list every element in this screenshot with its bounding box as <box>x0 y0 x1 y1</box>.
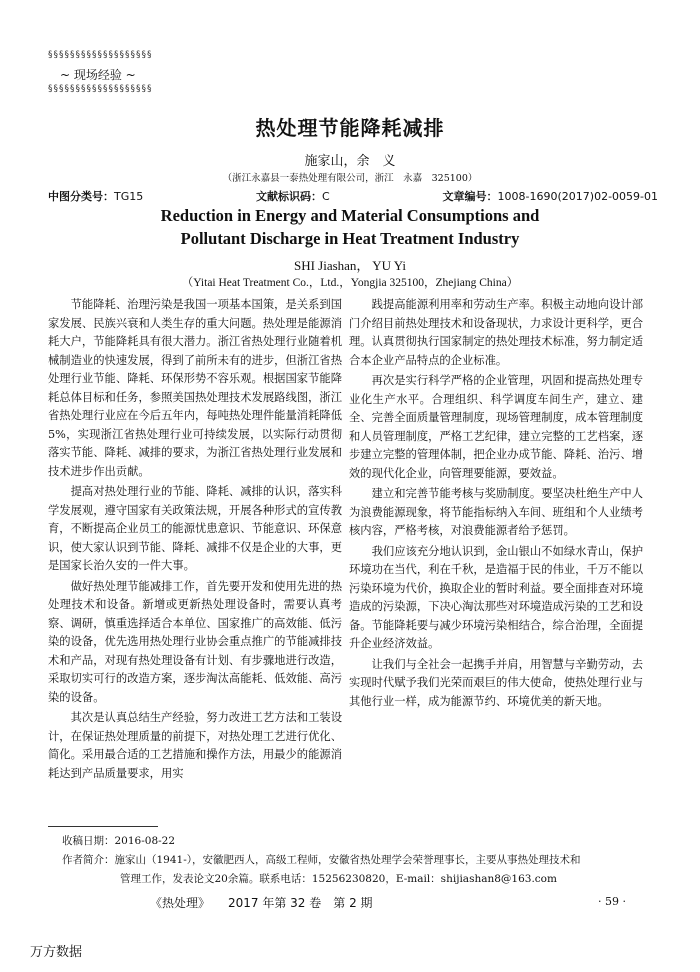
article-meta <box>48 188 658 204</box>
paragraph: 做好热处理节能减排工作，首先要开发和使用先进的热处理技术和设备。新增或更新热处理设备时，需要认真考察、调研，慎重选择适合本单位、国家推广的高效能、低污染的设备，优先选用热处理行业协会重点推广的节能减排技术和产品，对现有热处理设备有计划、有步骤地进行改造，采取切实可行的改造方案，逐步淘汰高能耗、低效能、高污染的设备。 <box>48 579 342 704</box>
ornament-bottom: §§§§§§§§§§§§§§§§§§§ <box>48 84 153 94</box>
author-bio: 作者简介：施家山（1941-），安徽肥西人，高级工程师，安徽省热处理学会荣誉理事长，主要从事热处理技术和 <box>62 854 581 866</box>
article-id: 文章编号：1008-1690(2017)02-0059-01 <box>442 190 658 203</box>
page-number: · 59 · <box>598 895 626 908</box>
paragraph: 让我们与全社会一起携手并肩，用智慧与辛勤劳动，去实现时代赋予我们光荣而艰巨的伟大使命，使热处理行业与其他行业一样，成为能源节约、环境优美的新天地。 <box>349 657 643 708</box>
affiliation: （浙江永嘉县一泰热处理有限公司，浙江 永嘉 325100） <box>222 173 478 184</box>
body-column-left <box>48 296 342 785</box>
paragraph: 节能降耗、治理污染是我国一项基本国策，是关系到国家发展、民族兴衰和人类生存的重大问题。热处理是能源消耗大户，节能降耗具有很大潜力。浙江省热处理行业随着机械制造业的快速发展，得到了前所未有的进步，但浙江省热处理行业节能、降耗、环保形势不容乐观。根据国家节能降耗总体目标和任务，参照美国热处理技术发展路线图，浙江省热处理行业应在今后五年内，每吨热处理件能量消耗降低5%，实现浙江省热处理行业可持续发展，以实际行动贯彻落实节能、降耗、减排的要求，为浙江省热处理行业发展和技术进步作出贡献。 <box>48 298 342 478</box>
document-code: 文献标识码：C <box>256 190 330 203</box>
english-affiliation: （Yitai Heat Treatment Co.，Ltd.，Yongjia 325100，Zhejiang China） <box>181 277 519 289</box>
paragraph: 其次是认真总结生产经验，努力改进工艺方法和工装设计，在保证热处理质量的前提下，对热处理工艺进行优化、简化。采用最合适的工艺措施和操作方法，用最少的能源消耗达到产品质量要求，用实 <box>48 711 342 780</box>
body-column-right <box>349 296 643 713</box>
paragraph: 我们应该充分地认识到，金山银山不如绿水青山，保护环境功在当代，利在千秋，是造福于民的伟业，千万不能以污染环境为代价，换取企业的暂时利益。要全面排查对环境造成的污染源，下决心淘汰那些对环境造成污染的工艺和设备。节能降耗要与减少环境污染相结合，综合治理，全面提升企业经济效益。 <box>349 544 643 650</box>
ornament-top: §§§§§§§§§§§§§§§§§§§ <box>48 50 153 60</box>
paragraph: 践提高能源利用率和劳动生产率。积极主动地向设计部门介绍目前热处理技术和设备现状，力求设计更科学，更合理。认真贯彻执行国家制定的热处理技术标准，努力制定适合本企业产品特点的企业标准。 <box>349 298 643 367</box>
received-date: 收稿日期：2016-08-22 <box>62 835 176 847</box>
page-title: 热处理节能降耗减排 <box>255 116 445 140</box>
english-title-line2: Pollutant Discharge in Heat Treatment Industry <box>180 229 520 248</box>
journal-citation: 《热处理》 2017 年第 32 卷 第 2 期 <box>150 896 373 910</box>
english-title-line1: Reduction in Energy and Material Consumptions and <box>160 206 540 225</box>
authors: 施家山，余 义 <box>304 154 396 169</box>
paragraph: 建立和完善节能考核与奖励制度。要坚决杜绝生产中人为浪费能源现象，将节能指标纳入车间、班组和个人业绩考核内容，严格考核，对浪费能源者给予惩罚。 <box>349 487 643 537</box>
paragraph: 提高对热处理行业的节能、降耗、减排的认识，落实科学发展观，遵守国家有关政策法规，开展各种形式的宣传教育，不断提高企业员工的能源忧患意识、节能意识、环保意识，使大家认识到节能、降耗、减排不仅是企业的大事，更是国家长治久安的一件大事。 <box>48 485 342 572</box>
watermark: 万方数据 <box>30 945 83 960</box>
clc-number: 中图分类号：TG15 <box>48 190 144 203</box>
section-tag: ~ 现场经验 ~ <box>60 68 136 82</box>
footnote-divider <box>48 826 158 827</box>
author-bio-continued: 管理工作，发表论文20余篇。联系电话：15256230820，E-mail：shijiashan8@163.com <box>120 873 557 885</box>
paragraph: 再次是实行科学严格的企业管理，巩固和提高热处理专业化生产水平。合理组织、科学调度车间生产，建立、建全、完善全面质量管理制度，现场管理制度，成本管理制度和人员管理制度，严格工艺纪律，建立完整的工艺档案，逐步建立完整的管理体制，把企业办成节能、降耗、治污、增效的现代化企业，向管理要能源，要效益。 <box>349 374 643 480</box>
english-authors: SHI Jiashan， YU Yi <box>293 258 407 273</box>
